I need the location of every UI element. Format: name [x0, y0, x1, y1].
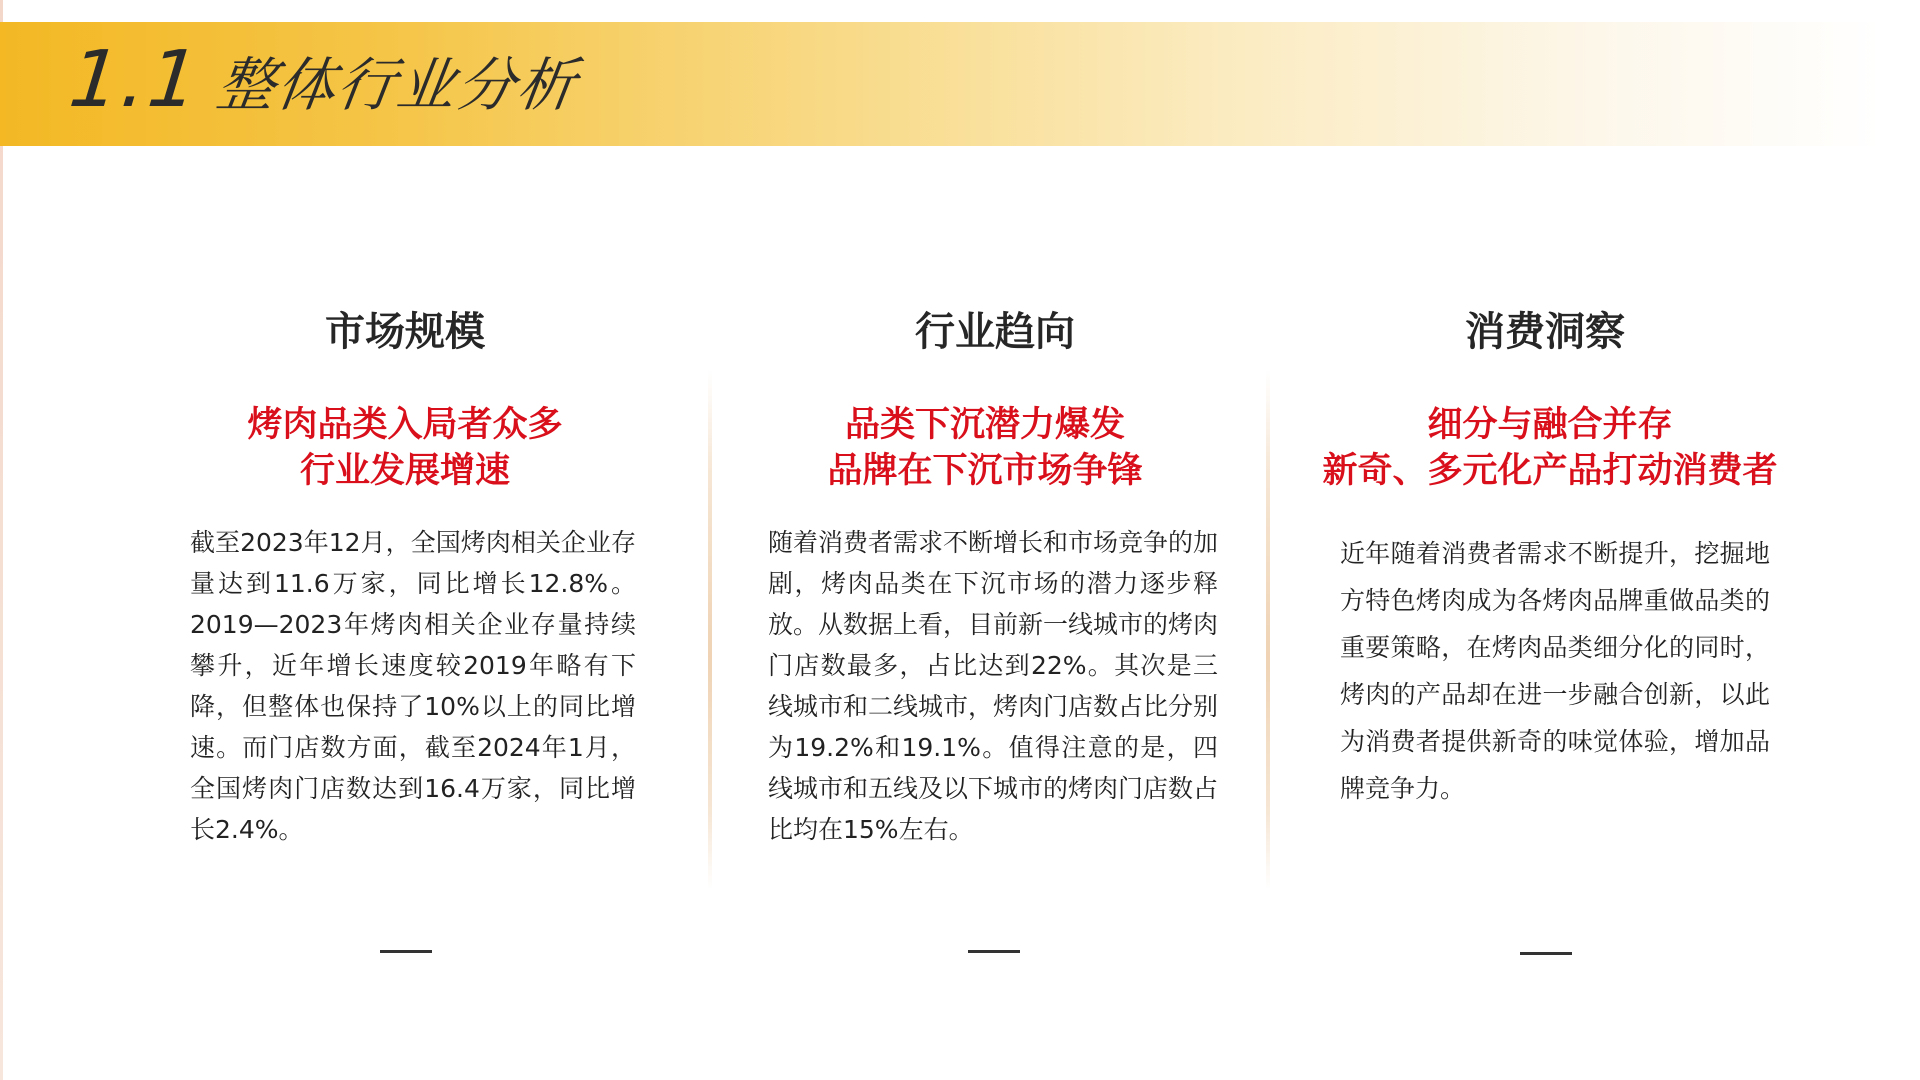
column-dash [1520, 952, 1572, 955]
column-dash [380, 950, 432, 953]
column-title: 市场规模 [325, 309, 485, 355]
column-subtitle [1300, 402, 1800, 494]
column-divider [1266, 370, 1270, 890]
section-number: 1.1 [65, 35, 205, 125]
subtitle-line: 新奇、多元化产品打动消费者 [1322, 451, 1778, 491]
subtitle-line: 烤肉品类入局者众多 [247, 405, 563, 445]
subtitle-line: 行业发展增速 [299, 451, 510, 491]
subtitle-line: 细分与融合并存 [1427, 405, 1673, 445]
column-title: 行业趋向 [915, 309, 1075, 355]
column-subtitle [780, 402, 1190, 494]
page-title [65, 30, 583, 130]
column-body-text: 截至2023年12月，全国烤肉相关企业存量达到11.6万家，同比增长12.8%。2019—2023年烤肉相关企业存量持续攀升，近年增长速度较2019年略有下降，但整体也保持了10%以上的同比增速。而门店数方面，截至2024年1月，全国烤肉门店数达到16.4万家，同比增长2.4%。 [190, 528, 636, 844]
column-body-text: 随着消费者需求不断增长和市场竞争的加剧，烤肉品类在下沉市场的潜力逐步释放。从数据上看，目前新一线城市的烤肉门店数最多，占比达到22%。其次是三线城市和二线城市，烤肉门店数占比分别为19.2%和19.1%。值得注意的是，四线城市和五线及以下城市的烤肉门店数占比均在15%左右。 [768, 528, 1219, 844]
subtitle-line: 品牌在下沉市场争锋 [827, 451, 1143, 491]
column-subtitle [200, 402, 610, 494]
column-dash [968, 950, 1020, 953]
column-divider [708, 370, 712, 890]
column-body-text: 近年随着消费者需求不断提升，挖掘地方特色烤肉成为各烤肉品牌重做品类的重要策略，在烤肉品类细分化的同时，烤肉的产品却在进一步融合创新，以此为消费者提供新奇的味觉体验，增加品牌竞争力。 [1340, 539, 1770, 803]
left-edge-decoration [0, 0, 3, 1080]
subtitle-line: 品类下沉潜力爆发 [844, 405, 1125, 445]
section-title: 整体行业分析 [212, 51, 583, 119]
column-title: 消费洞察 [1465, 309, 1625, 355]
